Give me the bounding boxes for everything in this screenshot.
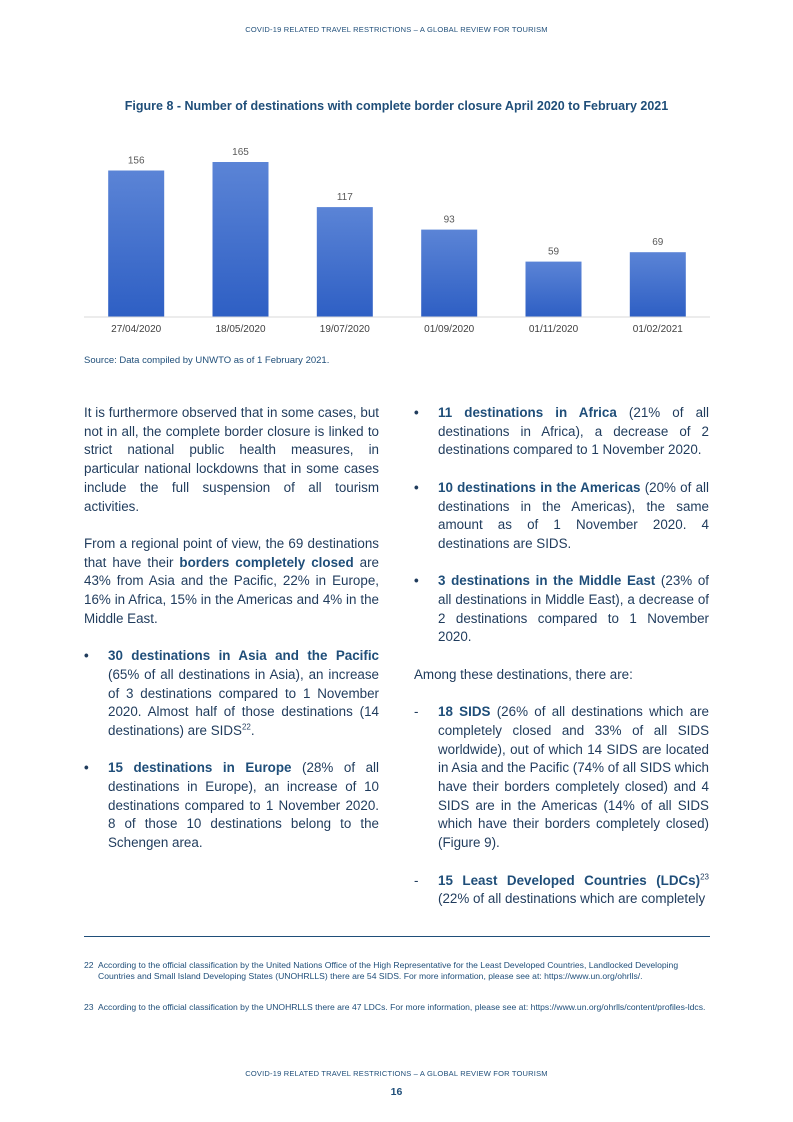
bullet-americas [414, 479, 709, 554]
bullet-icon: • [414, 479, 419, 495]
data-label: 93 [443, 214, 455, 226]
dash-item-ldcs-text: (22% of all destinations which are completely [438, 891, 706, 907]
footnote-number: 23 [84, 1002, 94, 1012]
x-tick-label: 19/07/2020 [319, 324, 370, 335]
x-tick-label: 27/04/2020 [111, 324, 162, 335]
paragraph-lockdowns: It is furthermore observed that in some cases, but not in all, the complete border closure is linked to strict national public health measures, in particular national lockdowns that in some cases include the full suspension of all tourism activities. [84, 405, 379, 514]
dash-icon: - [414, 704, 419, 720]
bullet-icon: • [84, 648, 89, 664]
right-column [414, 404, 709, 909]
left-column [84, 404, 379, 853]
bullet-icon: • [84, 760, 89, 776]
bullet-icon: • [414, 573, 419, 589]
bullet-middle-east-text: (23% of all destinations in Middle East), a decrease of 2 destinations compared to 1 November 2020. [438, 573, 710, 645]
bar-chart [84, 138, 710, 343]
data-label: 59 [547, 246, 560, 258]
footnote-ref-22: 22 [241, 722, 251, 732]
bar-01/02/2021 [630, 252, 686, 317]
regional-bold: borders completely closed [179, 554, 354, 570]
bullet-europe-text: (28% of all destinations in Europe), an increase of 10 destinations compared to 1 November 2020. 8 of those 10 destinations belong to the Schengen area. [108, 760, 379, 851]
bullet-europe-bold: 15 destinations in Europe [108, 760, 292, 776]
bar-01/11/2020 [526, 262, 582, 317]
bullet-africa-text: (21% of all destinations in Africa), a decrease of 2 destinations compared to 1 November 2020. [438, 405, 709, 458]
x-tick-label: 01/11/2020 [528, 324, 579, 335]
data-label: 117 [336, 192, 353, 204]
x-tick-label: 01/09/2020 [424, 324, 475, 335]
bullet-asia-pacific [84, 647, 379, 741]
bullet-africa [414, 404, 709, 460]
bullet-asia-pacific-end: . [250, 722, 255, 738]
data-label: 165 [232, 147, 249, 158]
regional-text-start: From a regional point of view, the 69 destinations that have their [84, 535, 379, 570]
bullet-middle-east-bold: 3 destinations in the Middle East [438, 573, 656, 589]
footnote-text: According to the official classification by the United Nations Office of the High Representative for the Least Developed Countries, Landlocked Developing Countries and Small Island Developing States (UNOHRLLS) there are 54 SIDS. For more information, please see at: https://www.un.org/ohrlls/. [98, 960, 679, 981]
bar-18/05/2020 [213, 162, 269, 317]
x-tick-label: 01/02/2021 [632, 324, 683, 335]
footnote-number: 22 [84, 960, 94, 970]
footnote-divider [84, 936, 710, 937]
bullet-icon: • [414, 405, 419, 420]
dash-item-sids [414, 703, 709, 853]
bar-19/07/2020 [317, 207, 373, 317]
running-footer: COVID-19 RELATED TRAVEL RESTRICTIONS – A GLOBAL REVIEW FOR TOURISM [245, 1069, 548, 1078]
x-tick-label: 18/05/2020 [215, 324, 266, 335]
dash-item-ldcs-bold: 15 Least Developed Countries (LDCs) [438, 872, 701, 888]
bullet-asia-pacific-text: (65% of all destinations in Asia), an increase of 3 destinations compared to 1 November 2020. Almost half of those destinations (14 destinations) are SIDS [108, 666, 379, 738]
bullet-middle-east [414, 572, 709, 647]
bullet-europe [84, 759, 379, 853]
dash-item-sids-text: (26% of all destinations which are completely closed and 33% of all SIDS worldwide), out of which 14 SIDS are located in Asia and the Pacific (74% of all SIDS which have their borders completely closed) and 4 SIDS are in the Americas (14% of all SIDS which have their borders completely closed) (Figure 9). [438, 704, 709, 851]
dash-item-ldcs [414, 872, 709, 909]
bullet-asia-pacific-bold: 30 destinations in Asia and the Pacific [108, 648, 379, 664]
paragraph-among: Among these destinations, there are: [414, 666, 633, 682]
figure-source: Source: Data compiled by UNWTO as of 1 February 2021. [84, 355, 330, 366]
footnote-23 [84, 1002, 710, 1013]
running-header: COVID-19 RELATED TRAVEL RESTRICTIONS – A GLOBAL REVIEW FOR TOURISM [245, 25, 548, 34]
bullet-americas-text: (20% of all destinations in the Americas), the same amount as of 1 November 2020. 4 destinations are SIDS. [438, 479, 709, 551]
paragraph-regional [84, 535, 379, 629]
bullet-americas-bold: 10 destinations in the Americas [438, 479, 641, 495]
dash-icon: - [414, 872, 419, 888]
footnote-22 [84, 960, 710, 982]
figure-title: Figure 8 - Number of destinations with complete border closure April 2020 to February 2021 [124, 99, 669, 113]
footnote-ref-23: 23 [700, 872, 709, 882]
bar-27/04/2020 [108, 171, 164, 318]
footnote-text: According to the official classification by the UNOHRLLS there are 47 LDCs. For more information, please see at: https://www.un.org/ohrlls/content/profiles-ldcs. [98, 1002, 706, 1012]
page-number: 16 [390, 1086, 403, 1098]
bar-01/09/2020 [421, 230, 477, 317]
bullet-africa-bold: 11 destinations in Africa [438, 405, 617, 420]
data-label: 69 [652, 237, 664, 249]
dash-item-sids-bold: 18 SIDS [438, 704, 491, 720]
data-label: 156 [127, 155, 145, 167]
regional-text-end: are 43% from Asia and the Pacific, 22% in Europe, 16% in Africa, 15% in the Americas and 4% in the Middle East. [84, 554, 380, 626]
